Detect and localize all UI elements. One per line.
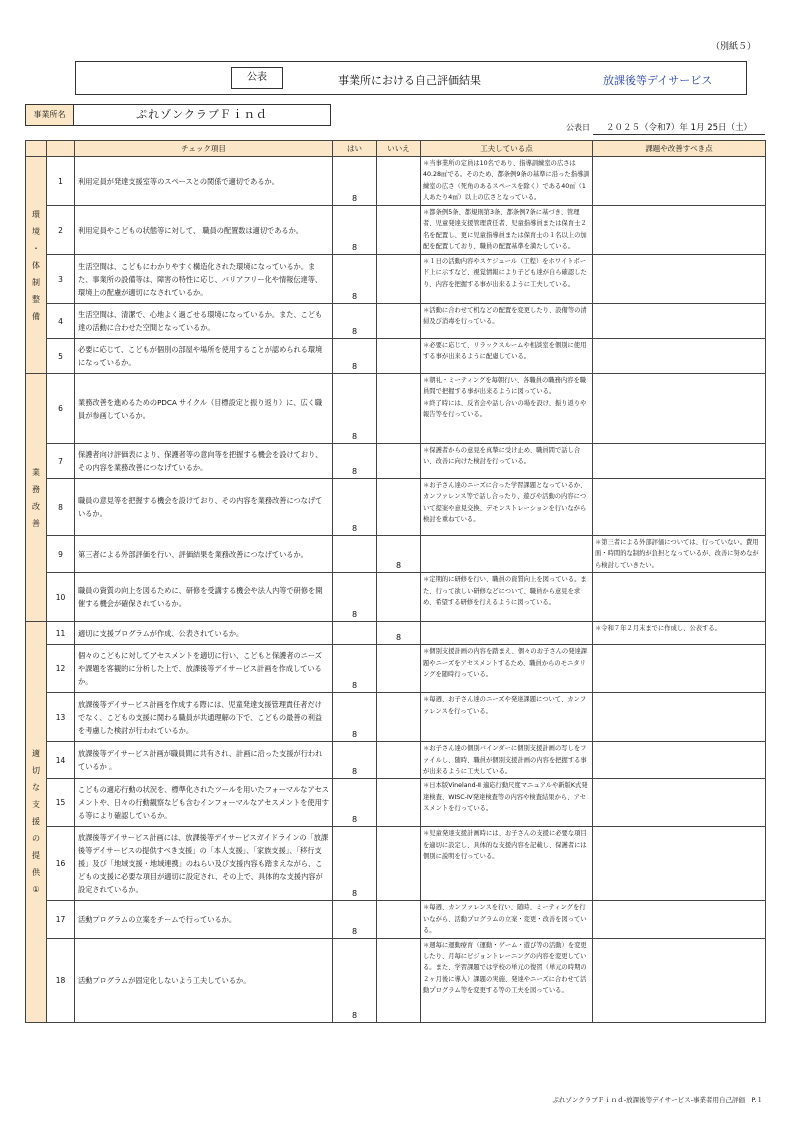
yes-count: 8: [333, 827, 377, 901]
row-number: 12: [47, 645, 75, 693]
check-item: 活動プログラムの立案をチームで行っているか。: [75, 901, 333, 938]
yes-count: 8: [333, 901, 377, 938]
table-header-row: [26, 141, 766, 157]
table-row: [26, 255, 766, 304]
yes-count: 8: [333, 206, 377, 255]
row-number: 10: [47, 573, 75, 622]
row-number: 15: [47, 779, 75, 827]
table-row: [26, 374, 766, 444]
publication-date: ２０２５（令和7）年 1月 25日（土）: [593, 121, 765, 135]
yes-count: 8: [333, 157, 377, 206]
row-number: 18: [47, 938, 75, 1022]
table-row: [26, 444, 766, 479]
no-count: [377, 339, 421, 374]
tasks-cell: [593, 339, 766, 374]
row-number: 4: [47, 304, 75, 339]
efforts-cell: ＊お子さん達の個別バインダーに個別支援計画の写しをファイルし、随時、職員が個別支援計画の内容を把握する事が出来るように工夫している。: [421, 742, 593, 779]
tasks-cell: [593, 479, 766, 536]
check-item: 放課後等デイサービス計画を作成する際には、児童発達支援管理責任者だけでなく、こどもの支援に関わる職員が共通理解の下で、こどもの最善の利益を考慮した検討が行われているか。: [75, 693, 333, 742]
row-number: 5: [47, 339, 75, 374]
row-number: 6: [47, 374, 75, 444]
section-label: 業 務 改 善: [26, 374, 47, 622]
no-count: [377, 304, 421, 339]
tasks-cell: [593, 742, 766, 779]
public-label: 公表: [231, 67, 283, 89]
check-item: 放課後等デイサービス計画には、放課後等デイサービスガイドラインの「放課後等デイサービスの提供すべき支援」の「本人支援」、「家族支援」、「移行支援」及び「地域支援・地域連携」のねらい及び支援内容も踏まえながら、こどもの支援に必要な項目が適切に設定され、その上で、具体的な支援内容が設定されているか。: [75, 827, 333, 901]
row-number: 1: [47, 157, 75, 206]
no-count: [377, 374, 421, 444]
yes-count: 8: [333, 255, 377, 304]
row-number: 16: [47, 827, 75, 901]
check-item: 保護者向け評価表により、保護者等の意向等を把握する機会を設けており、その内容を業務改善につなげているか。: [75, 444, 333, 479]
efforts-cell: ＊毎週、お子さん達のニーズや発達課題について、カンファレンスを行っている。: [421, 693, 593, 742]
check-item: 放課後等デイサービス計画が職員間に共有され、計画に沿った支援が行われているか 。: [75, 742, 333, 779]
row-number: 9: [47, 536, 75, 573]
yes-count: 8: [333, 938, 377, 1022]
tasks-cell: [593, 157, 766, 206]
table-row: [26, 901, 766, 938]
efforts-cell: ＊お子さん達のニーズに合った学習課題となっているか、カンファレンス等で話し合ったり、遊びや活動の内容について提案や意見交換、デモンストレーションを行いながら検討を重ねている。: [421, 479, 593, 536]
no-count: [377, 479, 421, 536]
no-count: [377, 573, 421, 622]
check-item: 生活空間は、こどもにわかりやすく構造化された環境になっているか。また、事業所の設備等は、障害の特性に応じ、バリアフリー化や情報伝達等、環境上の配慮が適切になされているか。: [75, 255, 333, 304]
check-item: 適切に支援プログラムが作成、公表されているか。: [75, 622, 333, 645]
tasks-cell: [593, 901, 766, 938]
tasks-cell: [593, 693, 766, 742]
yes-count: 8: [333, 374, 377, 444]
efforts-cell: ＊個別支援計画の内容を踏まえ、個々のお子さんの発達課題やニーズをアセスメントするため、職員からのモニタリングを随時行っている。: [421, 645, 593, 693]
header-yes: はい: [333, 141, 377, 157]
office-label: 事業所名: [26, 105, 74, 125]
yes-count: 8: [333, 339, 377, 374]
efforts-cell: ＊必要に応じて、リラックスルームや相談室を個別に使用する事が出来るように配慮している。: [421, 339, 593, 374]
row-number: 2: [47, 206, 75, 255]
yes-count: 8: [333, 304, 377, 339]
check-item: 利用定員やこどもの状態等に対して、 職員の配置数は適切であるか。: [75, 206, 333, 255]
check-item: こどもの適応行動の状況を、標準化されたツールを用いたフォーマルなアセスメントや、日々の行動観察なども含むインフォーマルなアセスメントを使用する等により確認しているか。: [75, 779, 333, 827]
yes-count: 8: [333, 573, 377, 622]
no-count: [377, 645, 421, 693]
no-count: [377, 255, 421, 304]
evaluation-table: [25, 140, 766, 1023]
table-row: [26, 779, 766, 827]
publication-date-label: 公表日: [566, 123, 590, 132]
yes-count: 8: [333, 444, 377, 479]
no-count: [377, 157, 421, 206]
no-count: [377, 206, 421, 255]
yes-count: 8: [333, 693, 377, 742]
row-number: 11: [47, 622, 75, 645]
yes-count: 8: [333, 779, 377, 827]
no-count: 8: [377, 536, 421, 573]
tasks-cell: ＊第三者による外部評価については、行っていない。費用面・時間的な制約が負担となっているが、改善に努めながら検討していきたい。: [593, 536, 766, 573]
table-row: [26, 573, 766, 622]
page-title: 事業所における自己評価結果: [338, 74, 481, 87]
tasks-cell: [593, 374, 766, 444]
table-row: [26, 742, 766, 779]
check-item: 個々のこどもに対してアセスメントを適切に行い、こどもと保護者のニーズや課題を客観的に分析した上で、放課後等デイサービス計画を作成しているか。: [75, 645, 333, 693]
row-number: 13: [47, 693, 75, 742]
yes-count: [333, 536, 377, 573]
header-number: [47, 141, 75, 157]
efforts-cell: ＊１日の活動内容やスケジュール（工程）をホワイトボード上に示すなど、視覚情報により子ども達が自ら確認したり、内容を把握する事が出来るように工夫している。: [421, 255, 593, 304]
row-number: 14: [47, 742, 75, 779]
check-item: 利用定員が発達支援室等のスペースとの関係で適切であるか。: [75, 157, 333, 206]
efforts-cell: ＊毎週、カンファレンスを行い、随時、ミーティングを行いながら、活動プログラムの立案・変更・改善を図っている。: [421, 901, 593, 938]
tasks-cell: [593, 444, 766, 479]
tasks-cell: [593, 304, 766, 339]
check-item: 第三者による外部評価を行い、評価結果を業務改善につなげているか。: [75, 536, 333, 573]
no-count: 8: [377, 622, 421, 645]
efforts-cell: ＊保護者からの意見を真摯に受け止め、職員間で話し合い、改善に向けた検討を行っている。: [421, 444, 593, 479]
yes-count: [333, 622, 377, 645]
no-count: [377, 444, 421, 479]
header-efforts: 工夫している点: [421, 141, 593, 157]
title-box: [75, 61, 747, 95]
tasks-cell: [593, 255, 766, 304]
table-row: [26, 693, 766, 742]
header-tasks: 課題や改善すべき点: [593, 141, 766, 157]
office-name: ぷれゾンクラブＦｉｎｄ: [136, 108, 268, 121]
tasks-cell: [593, 827, 766, 901]
table-row: [26, 827, 766, 901]
no-count: [377, 742, 421, 779]
header-no: いいえ: [377, 141, 421, 157]
table-row: [26, 157, 766, 206]
row-number: 3: [47, 255, 75, 304]
table-row: [26, 536, 766, 573]
no-count: [377, 827, 421, 901]
check-item: 生活空間は、清潔で、心地よく過ごせる環境になっているか。また、こども達の活動に合わせた空間となっているか。: [75, 304, 333, 339]
check-item: 業務改善を進めるためのPDCA サイクル（目標設定と振り返り）に、広く職員が参画しているか。: [75, 374, 333, 444]
yes-count: 8: [333, 479, 377, 536]
table-row: [26, 622, 766, 645]
header-check-item: チェック項目: [75, 141, 333, 157]
no-count: [377, 779, 421, 827]
office-row: [25, 104, 331, 126]
table-row: [26, 645, 766, 693]
table-row: [26, 339, 766, 374]
efforts-cell: ＊日本版Vineland-Ⅱ 適応行動尺度マニュアルや新版K式発達検査、WISC-Ⅳ発達検査等の内容や検査結果から、アセスメントを行っている。: [421, 779, 593, 827]
table-row: [26, 304, 766, 339]
table-row: [26, 938, 766, 1022]
no-count: [377, 901, 421, 938]
efforts-cell: ＊活動に合わせて机などの配置を変更したり、設備等の清掃及び消毒を行っている。: [421, 304, 593, 339]
section-label: 環 境 ・ 体 制 整 備: [26, 157, 47, 374]
section-label: 適 切 な 支 援 の 提 供 ①: [26, 622, 47, 1022]
row-number: 8: [47, 479, 75, 536]
no-count: [377, 693, 421, 742]
check-item: 職員の資質の向上を図るために、研修を受講する機会や法人内等で研修を開催する機会が確保されているか。: [75, 573, 333, 622]
check-item: 活動プログラムが固定化しないよう工夫しているか。: [75, 938, 333, 1022]
table-row: [26, 479, 766, 536]
page-footer: ぷれゾンクラブＦｉｎｄ-放課後等デイサービス-事業者用自己評価 P.１: [552, 1096, 763, 1104]
yes-count: 8: [333, 742, 377, 779]
efforts-cell: ＊当事業所の定員は10名であり、指導訓練室の広さは40.28㎡でる。そのため、都条例9条の基準に沿った指導訓練室の広さ（死角のあるスペースを除く）である40㎡（1人あたり4㎡）以上の広さとなっている。: [421, 157, 593, 206]
efforts-cell: ＊都条例5条、都規則第3条、都条例7条に基づき、管理者、児童発達支援管理責任者、児童指導員または保育士２名を配置し、更に児童指導員または保育士の１名以上の加配を配置しており、職員の配置基準を満たしている。: [421, 206, 593, 255]
efforts-cell: [421, 622, 593, 645]
service-type: 放課後等デイサービス: [603, 74, 713, 87]
tasks-cell: [593, 779, 766, 827]
no-count: [377, 938, 421, 1022]
yes-count: 8: [333, 645, 377, 693]
efforts-cell: ＊児童発達支援計画時には、お子さんの支援に必要な項目を適切に設定し、具体的な支援内容を記載し、保護者には個別に説明を行っている。: [421, 827, 593, 901]
tasks-cell: [593, 573, 766, 622]
tasks-cell: [593, 206, 766, 255]
efforts-cell: [421, 536, 593, 573]
check-item: 職員の意見等を把握する機会を設けており、その内容を業務改善につなげているか。: [75, 479, 333, 536]
row-number: 7: [47, 444, 75, 479]
annex-label: （別紙５）: [710, 42, 756, 52]
efforts-cell: ＊朝礼・ミーティングを毎朝行い、各職員の職務内容を職員間で把握する事が出来るように図っている。 ＊終了時には、反省会や話し合いの場を設け、振り返りや報告等を行っている。: [421, 374, 593, 444]
efforts-cell: ＊定期的に研修を行い、職員の資質向上を図っている。また、行って欲しい研修などについて、職員から意見を求め、希望する研修を行えるように図っている。: [421, 573, 593, 622]
row-number: 17: [47, 901, 75, 938]
efforts-cell: ＊週毎に運動療育（運動・ゲーム・遊び等の活動）を変更したり、月毎にビジョントレーニングの内容を変更している。また、学習課題では学校の単元の復習（単元の時期の２ヶ月後に導入）課題の実施、発達やニーズに合わせて活動プログラム等を変更する等の工夫を図っている。: [421, 938, 593, 1022]
tasks-cell: [593, 938, 766, 1022]
tasks-cell: [593, 645, 766, 693]
table-row: [26, 206, 766, 255]
header-section: [26, 141, 47, 157]
check-item: 必要に応じて、こどもが個別の部屋や場所を使用することが認められる環境になっているか。: [75, 339, 333, 374]
tasks-cell: ＊令和７年２月末までに作成し、公表する。: [593, 622, 766, 645]
